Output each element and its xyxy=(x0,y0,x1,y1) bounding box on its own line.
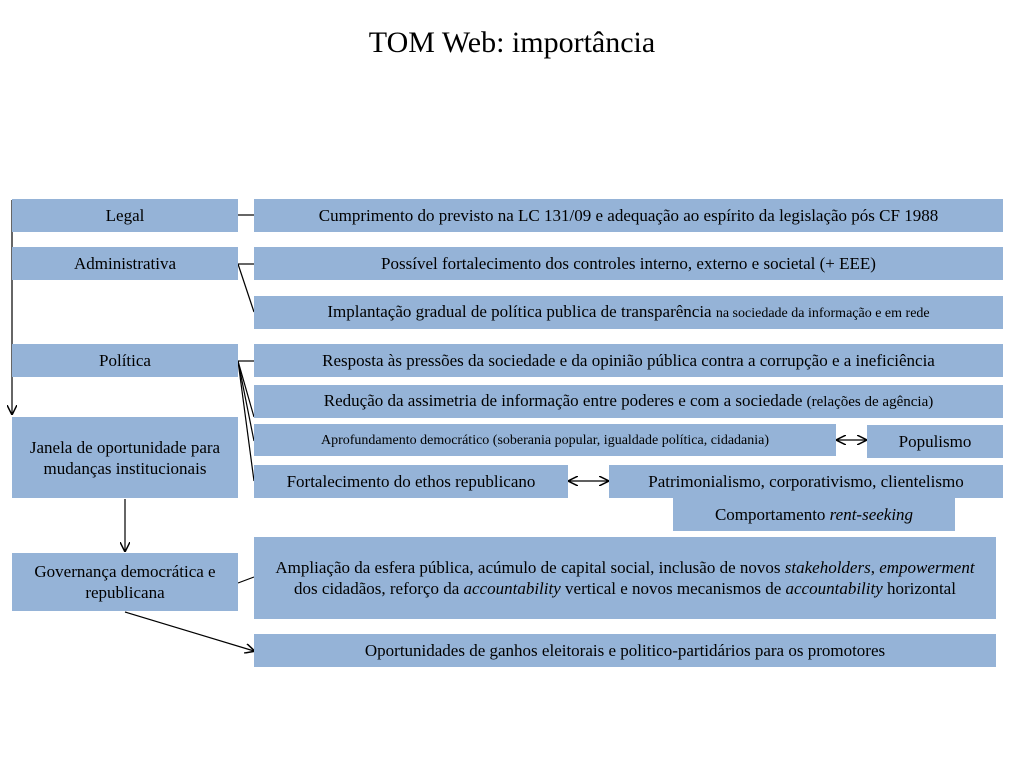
label-comportamento: Comportamento xyxy=(714,505,826,524)
box-populismo xyxy=(867,425,1003,458)
ampliacao-accountability-1: accountability xyxy=(463,579,561,598)
box-patrimonialismo xyxy=(609,465,1003,498)
ampliacao-accountability-2: accountability xyxy=(785,579,883,598)
label-rent-seeking: rent-seeking xyxy=(829,505,914,524)
ampliacao-empowerment: empowerment xyxy=(879,558,975,577)
ampliacao-text-1: Ampliação da esfera pública, acúmulo de capital social, inclusão de novos xyxy=(275,558,781,577)
label-aprofundamento: Aprofundamento democrático (soberania popular, igualdade política, cidadania) xyxy=(320,432,770,448)
label-implantacao-small: na sociedade da informação e em rede xyxy=(715,306,930,321)
label-reducao: Redução da assimetria de informação entre poderes e com a sociedade xyxy=(323,391,803,410)
label-legal: Legal xyxy=(105,206,145,225)
label-reducao-small: (relações de agência) xyxy=(806,394,934,410)
box-legal xyxy=(12,199,238,232)
box-governanca xyxy=(12,553,238,611)
ampliacao-stakeholders: stakeholders xyxy=(784,558,871,577)
box-implantacao xyxy=(254,296,1003,329)
ampliacao-text-2: dos cidadãos, reforço da xyxy=(294,579,460,598)
ampliacao-comma: , xyxy=(870,558,875,577)
box-administrativa xyxy=(12,247,238,280)
box-fortalecimento xyxy=(254,465,568,498)
label-resposta: Resposta às pressões da sociedade e da opinião pública contra a corrupção e a ineficiência xyxy=(322,351,935,370)
box-reducao xyxy=(254,385,1003,418)
box-comportamento xyxy=(673,498,955,531)
label-populismo: Populismo xyxy=(898,432,972,451)
connector-admin-2 xyxy=(238,264,254,312)
box-aprofundamento xyxy=(254,424,836,456)
label-patrimonialismo: Patrimonialismo, corporativismo, clientelismo xyxy=(648,472,964,491)
connector-pol-2 xyxy=(238,361,254,417)
label-possivel: Possível fortalecimento dos controles interno, externo e societal (+ EEE) xyxy=(381,254,876,273)
label-governanca: Governança democrática e republicana xyxy=(34,562,216,602)
label-oportunidades: Oportunidades de ganhos eleitorais e politico-partidários para os promotores xyxy=(364,641,886,660)
label-implantacao: Implantação gradual de política publica de transparência xyxy=(327,302,712,321)
page-title: TOM Web: importância xyxy=(368,26,656,59)
label-politica: Política xyxy=(99,351,151,370)
label-cumprimento: Cumprimento do previsto na LC 131/09 e adequação ao espírito da legislação pós CF 1988 xyxy=(318,206,939,225)
label-fortalecimento: Fortalecimento do ethos republicano xyxy=(286,472,536,491)
box-janela xyxy=(12,417,238,498)
ampliacao-text-4: horizontal xyxy=(887,579,956,598)
label-administrativa: Administrativa xyxy=(74,254,176,273)
connector-pol-4 xyxy=(238,361,254,481)
box-resposta xyxy=(254,344,1003,377)
ampliacao-text-3: vertical e novos mecanismos de xyxy=(565,579,782,598)
label-janela: Janela de oportunidade para mudanças institucionais xyxy=(29,437,221,478)
box-oportunidades xyxy=(254,634,996,667)
connector-governanca xyxy=(238,577,254,583)
arrow-governanca-oportunidades xyxy=(125,612,254,651)
connector-pol-3 xyxy=(238,361,254,441)
box-possivel xyxy=(254,247,1003,280)
box-politica xyxy=(12,344,238,377)
box-ampliacao xyxy=(254,537,996,619)
box-cumprimento xyxy=(254,199,1003,232)
